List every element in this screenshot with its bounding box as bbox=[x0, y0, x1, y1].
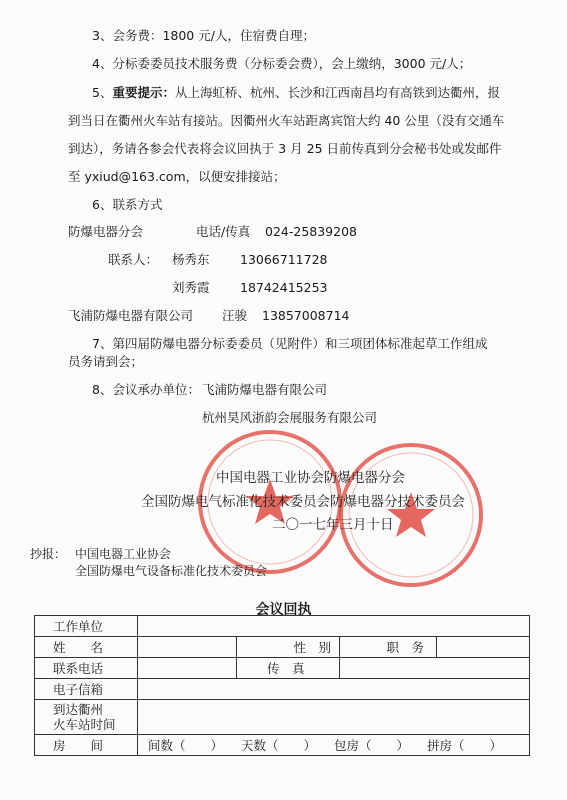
contact-org-1: 防爆电器分会 bbox=[68, 224, 144, 239]
arrival-field[interactable] bbox=[138, 700, 530, 735]
tip-text: 从上海虹桥、杭州、长沙和江西南昌均有高铁到达衢州，报 bbox=[174, 85, 500, 100]
tip-item bbox=[92, 85, 500, 101]
row-name bbox=[35, 637, 530, 658]
host-2: 杭州昊风浙韵会展服务有限公司 bbox=[202, 410, 378, 425]
name-label: 姓 名 bbox=[35, 637, 138, 658]
contact-person-label: 联系人： bbox=[108, 252, 159, 267]
host-1: 飞浦防爆电器有限公司 bbox=[202, 382, 328, 397]
receipt-form bbox=[34, 615, 530, 756]
phone-field[interactable] bbox=[138, 658, 237, 679]
email-field[interactable] bbox=[138, 679, 530, 700]
single-room[interactable]: 包房（ ） bbox=[334, 738, 410, 753]
fax-label: 传 真 bbox=[237, 658, 340, 679]
row-arrival bbox=[35, 700, 530, 735]
fax-field[interactable] bbox=[340, 658, 530, 679]
row-work-unit bbox=[35, 616, 530, 637]
arrival-label-line-2: 火车站时间 bbox=[53, 717, 116, 732]
phone-label: 联系电话 bbox=[35, 658, 138, 679]
receipt-title: 会议回执 bbox=[255, 602, 312, 618]
cc-line-1: 中国电器工业协会 bbox=[75, 547, 172, 561]
row-phone bbox=[35, 658, 530, 679]
contact-tel-label: 电话/传真 bbox=[196, 224, 251, 239]
arrival-label bbox=[35, 700, 138, 735]
contact-person-2-name: 刘秀霞 bbox=[172, 280, 210, 295]
room-label: 房 间 bbox=[35, 735, 138, 756]
contact-person-1-phone: 13066711728 bbox=[240, 252, 328, 267]
cc-label: 抄报： bbox=[30, 547, 67, 561]
tip-line-3: 到达），务请各参会代表将会议回执于 3 月 25 日前传真到分会秘书处或发邮件 bbox=[68, 141, 502, 156]
position-label: 职 务 bbox=[340, 637, 437, 658]
tip-line-4: 至 yxiud@163.com，以便安排接站； bbox=[68, 169, 286, 184]
row-email bbox=[35, 679, 530, 700]
fee-item: 3、会务费：1800 元/人，住宿费自理； bbox=[92, 28, 315, 43]
contact-org-2-phone: 13857008714 bbox=[262, 308, 350, 323]
tip-number: 5、 bbox=[92, 85, 113, 100]
work-unit-label: 工作单位 bbox=[35, 616, 138, 637]
contact-person-2-phone: 18742415253 bbox=[240, 280, 328, 295]
work-unit-field[interactable] bbox=[138, 616, 530, 637]
position-field[interactable] bbox=[437, 637, 530, 658]
members-line-2: 员务请到会； bbox=[68, 354, 144, 369]
contact-header: 6、联系方式 bbox=[92, 197, 163, 212]
members-line-1: 7、第四届防爆电器分标委委员（见附件）和三项团体标准起草工作组成 bbox=[92, 336, 488, 351]
contact-tel: 024-25839208 bbox=[265, 224, 357, 239]
host-label: 8、会议承办单位： bbox=[92, 382, 200, 397]
gender-label: 性 别 bbox=[237, 637, 340, 658]
row-room bbox=[35, 735, 530, 756]
tip-label: 重要提示： bbox=[112, 85, 175, 100]
contact-org-2: 飞浦防爆电器有限公司 bbox=[68, 308, 194, 323]
email-label: 电子信箱 bbox=[35, 679, 138, 700]
name-field[interactable] bbox=[138, 637, 237, 658]
signature-org-1: 中国电器工业协会防爆电器分会 bbox=[216, 470, 405, 486]
contact-person-1-name: 杨秀东 bbox=[172, 252, 210, 267]
shared-room[interactable]: 拼房（ ） bbox=[427, 738, 503, 753]
days-count[interactable]: 天数（ ） bbox=[241, 738, 317, 753]
signature-date: 二〇一七年三月十日 bbox=[272, 517, 394, 533]
tech-fee-item: 4、分标委委员技术服务费（分标委会费），会上缴纳，3000 元/人； bbox=[92, 56, 472, 71]
tip-line-2: 到当日在衢州火车站有接站。因衢州火车站距离宾馆大约 40 公里（没有交通车 bbox=[68, 113, 505, 128]
cc-line-2: 全国防爆电气设备标准化技术委员会 bbox=[75, 564, 268, 578]
room-options bbox=[138, 735, 530, 756]
signature-org-2: 全国防爆电气标准化技术委员会防爆电器分技术委员会 bbox=[141, 494, 465, 510]
contact-org-2-person: 汪骏 bbox=[222, 308, 248, 323]
arrival-label-line-1: 到达衢州 bbox=[53, 702, 104, 717]
rooms-count[interactable]: 间数（ ） bbox=[148, 738, 224, 753]
